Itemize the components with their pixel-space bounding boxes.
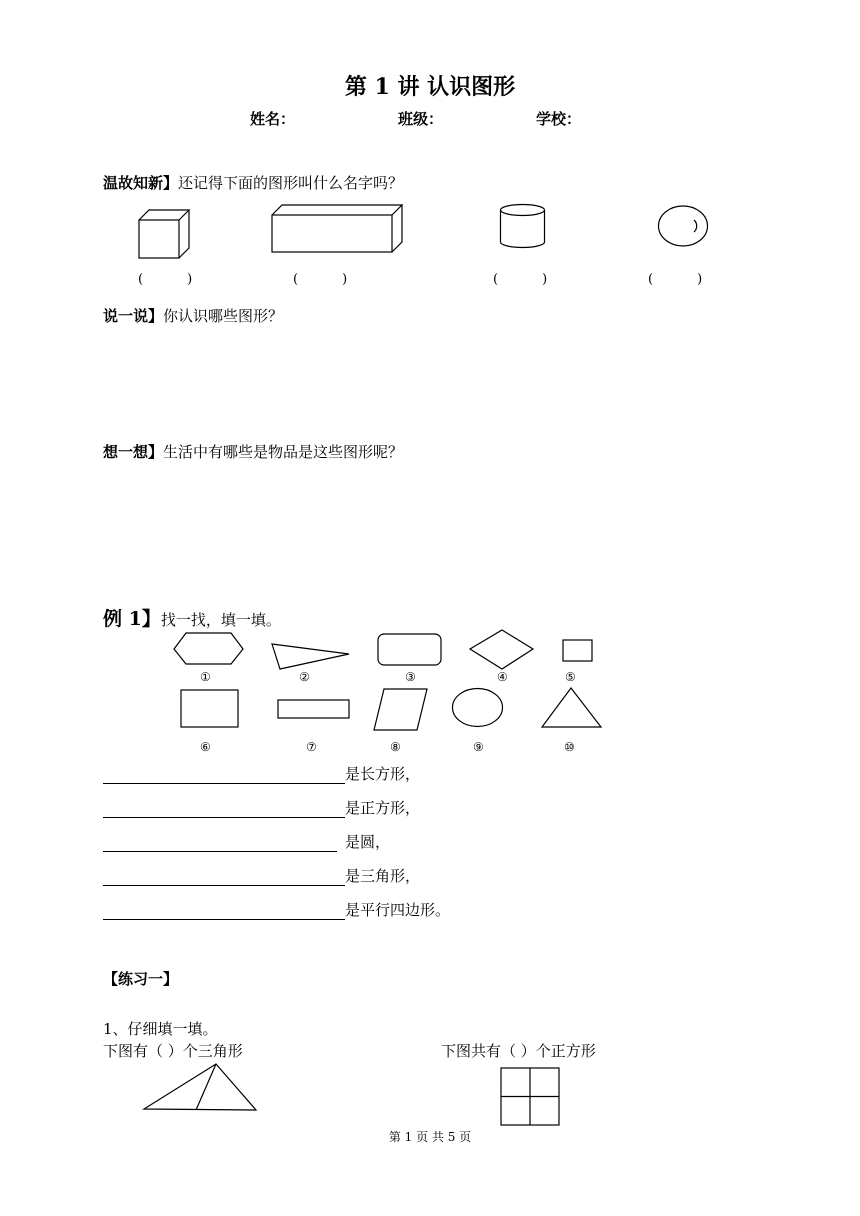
answer-line-parallelogram[interactable] bbox=[103, 903, 345, 920]
square-count-prompt[interactable]: 下图共有（ ）个正方形 bbox=[441, 1042, 596, 1060]
answer-row-square: 是正方形， bbox=[103, 797, 420, 818]
triangle-figure bbox=[144, 1064, 258, 1112]
say-text: 你认识哪些图形？ bbox=[163, 307, 284, 325]
shape-label-3: ③ bbox=[405, 670, 416, 684]
practice-question-1: 1、仔细填一填。 bbox=[103, 1020, 218, 1038]
answer-line-square[interactable] bbox=[103, 801, 345, 818]
small-square-shape bbox=[563, 640, 593, 662]
triangle-count-prompt[interactable]: 下图有（ ）个三角形 bbox=[103, 1042, 243, 1060]
shape-label-6: ⑥ bbox=[200, 740, 211, 754]
shape-label-1: ① bbox=[200, 670, 211, 684]
answer-row-parallelogram: 是平行四边形。 bbox=[103, 899, 450, 920]
shape-label-10: ⑩ bbox=[564, 740, 575, 754]
sphere-shape bbox=[658, 206, 710, 248]
answer-blank-4[interactable]: ( ) bbox=[648, 272, 703, 287]
think-text: 生活中有哪些是物品是这些图形呢？ bbox=[163, 443, 404, 461]
page-footer: 第 1 页 共 5 页 bbox=[388, 1130, 472, 1144]
answer-line-triangle[interactable] bbox=[103, 869, 345, 886]
square-grid-figure bbox=[501, 1068, 561, 1126]
name-label: 姓名： bbox=[250, 110, 296, 128]
shape-label-9: ⑨ bbox=[473, 740, 484, 754]
example-text: 找一找，填一填。 bbox=[160, 611, 281, 629]
page-title: 第 1 讲 认识图形 bbox=[344, 74, 516, 100]
shape-label-4: ④ bbox=[497, 670, 508, 684]
answer-blank-3[interactable]: ( ) bbox=[493, 272, 548, 287]
example-heading: 例 1】 bbox=[103, 608, 161, 630]
answer-row-rectangle: 是长方形， bbox=[103, 763, 420, 784]
review-prompt bbox=[103, 172, 403, 193]
think-prompt bbox=[103, 441, 403, 462]
long-rectangle-shape bbox=[278, 700, 350, 719]
answer-blank-1[interactable]: ( ) bbox=[138, 272, 193, 287]
shape-label-5: ⑤ bbox=[565, 670, 576, 684]
obtuse-triangle-shape bbox=[272, 644, 350, 670]
review-heading: 温故知新】 bbox=[103, 174, 179, 192]
cube-shape bbox=[139, 210, 191, 260]
triangle-shape bbox=[542, 688, 602, 728]
practice-heading: 【练习一】 bbox=[103, 970, 179, 988]
hexagon-shape bbox=[174, 633, 244, 665]
cuboid-shape bbox=[272, 205, 404, 253]
think-heading: 想一想】 bbox=[103, 443, 164, 461]
example-prompt bbox=[103, 604, 281, 631]
review-text: 还记得下面的图形叫什么名字吗？ bbox=[178, 174, 404, 192]
rectangle-shape bbox=[181, 690, 239, 728]
rounded-rectangle-shape bbox=[378, 634, 442, 666]
answer-line-rectangle[interactable] bbox=[103, 767, 345, 784]
say-heading: 说一说】 bbox=[103, 307, 164, 325]
circle-shape bbox=[452, 688, 504, 728]
shape-label-7: ⑦ bbox=[306, 740, 317, 754]
class-label: 班级： bbox=[398, 110, 444, 128]
answer-row-triangle: 是三角形， bbox=[103, 865, 420, 886]
rhombus-shape bbox=[470, 630, 534, 670]
parallelogram-shape bbox=[374, 689, 428, 731]
answer-row-circle: 是圆， bbox=[103, 831, 390, 852]
answer-line-circle[interactable] bbox=[103, 835, 337, 852]
school-label: 学校： bbox=[536, 110, 582, 128]
shape-label-2: ② bbox=[299, 670, 310, 684]
shape-label-8: ⑧ bbox=[390, 740, 401, 754]
answer-blank-2[interactable]: ( ) bbox=[293, 272, 348, 287]
cylinder-shape bbox=[500, 204, 546, 250]
say-prompt bbox=[103, 305, 283, 326]
